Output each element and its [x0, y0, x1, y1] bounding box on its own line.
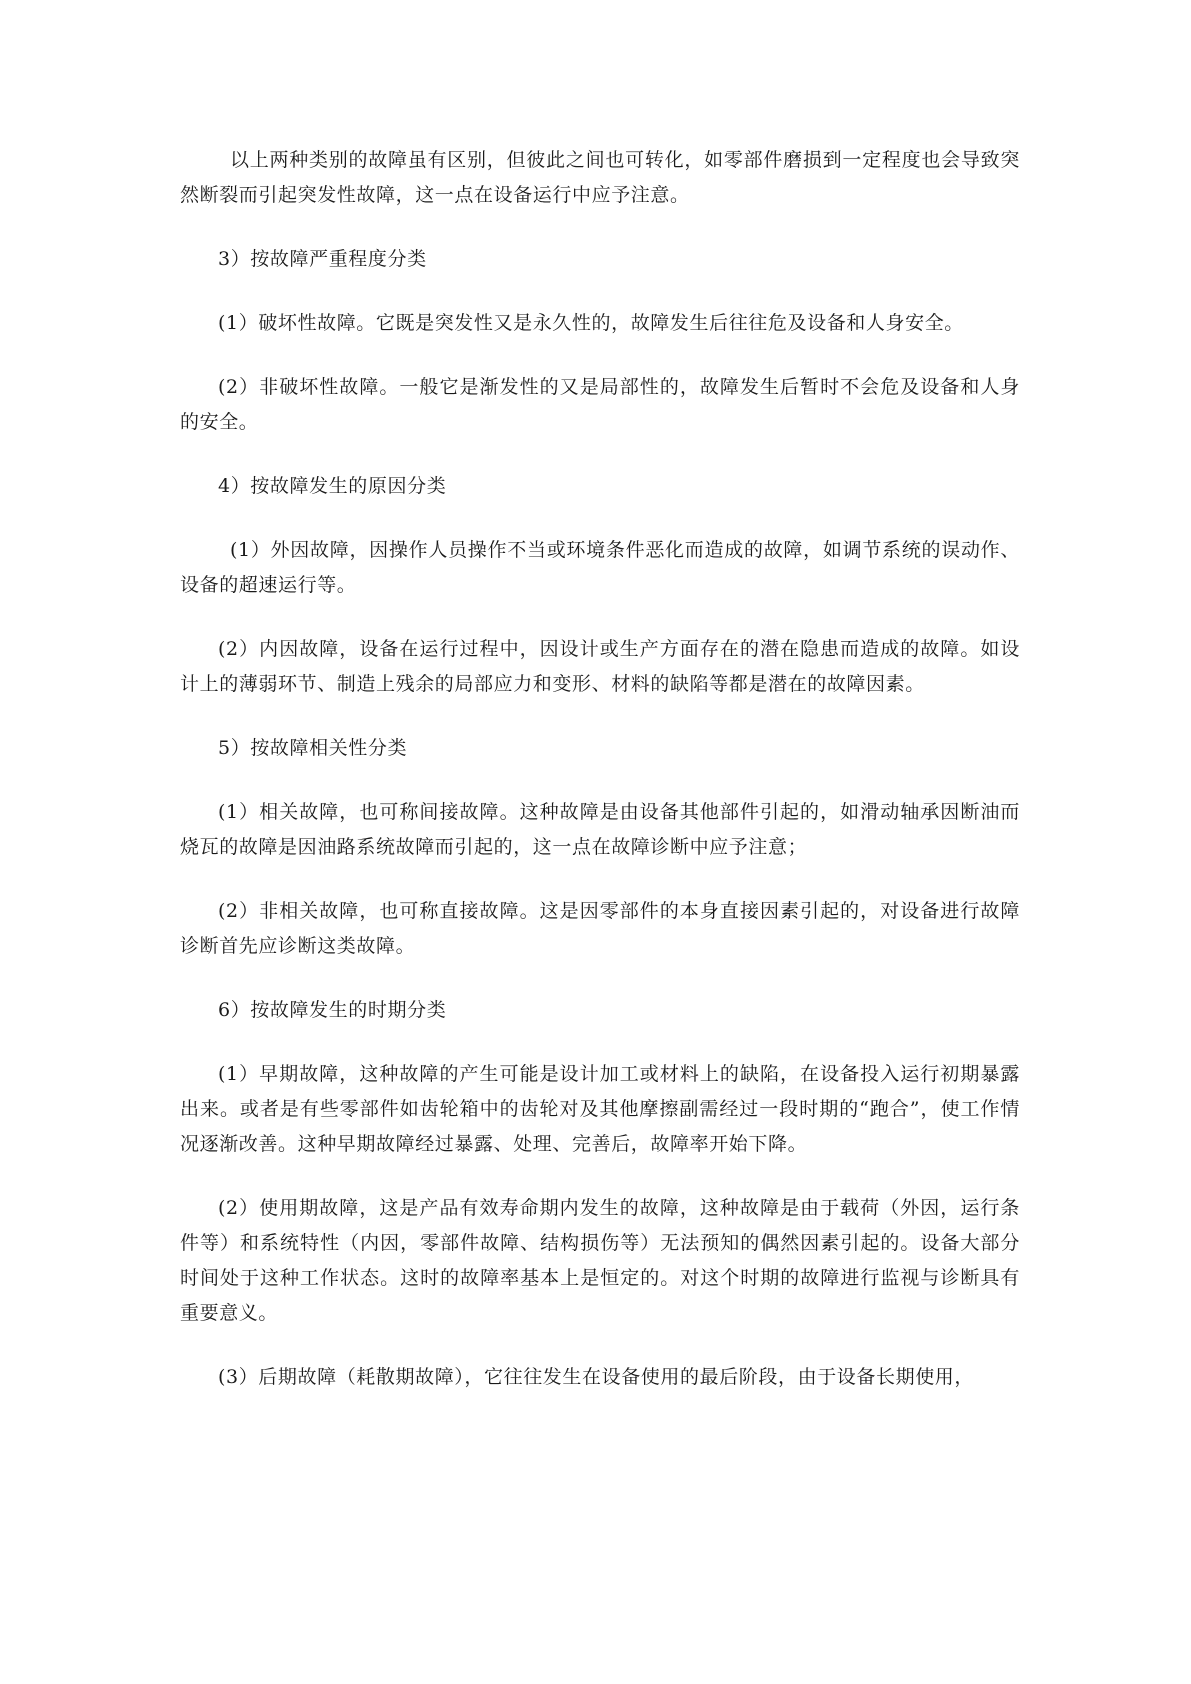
paragraph-fault-conversion: 以上两种类别的故障虽有区别，但彼此之间也可转化，如零部件磨损到一定程度也会导致突然断裂而引起突发性故障，这一点在设备运行中应予注意。	[180, 149, 1020, 206]
paragraph-unrelated-fault: (2）非相关故障，也可称直接故障。这是因零部件的本身直接因素引起的，对设备进行故障诊断首先应诊断这类故障。	[180, 900, 1020, 957]
heading-period-classification: 6）按故障发生的时期分类	[218, 999, 447, 1021]
document-body	[180, 143, 1020, 1395]
paragraph-usage-period-fault: (2）使用期故障，这是产品有效寿命期内发生的故障，这种故障是由于载荷（外因，运行条件等）和系统特性（内因，零部件故障、结构损伤等）无法预知的偶然因素引起的。设备大部分时间处于这种工作状态。这时的故障率基本上是恒定的。对这个时期的故障进行监视与诊断具有重要意义。	[180, 1197, 1020, 1324]
paragraph-external-fault: (1）外因故障，因操作人员操作不当或环境条件恶化而造成的故障，如调节系统的误动作、设备的超速运行等。	[180, 539, 1020, 596]
paragraph-early-fault: (1）早期故障，这种故障的产生可能是设计加工或材料上的缺陷，在设备投入运行初期暴露出来。或者是有些零部件如齿轮箱中的齿轮对及其他摩擦副需经过一段时期的“跑合”，使工作情况逐渐改善。这种早期故障经过暴露、处理、完善后，故障率开始下降。	[180, 1063, 1020, 1155]
paragraph-internal-fault: (2）内因故障，设备在运行过程中，因设计或生产方面存在的潜在隐患而造成的故障。如设计上的薄弱环节、制造上残余的局部应力和变形、材料的缺陷等都是潜在的故障因素。	[180, 638, 1020, 695]
paragraph-destructive-fault: (1）破坏性故障。它既是突发性又是永久性的，故障发生后往往危及设备和人身安全。	[218, 312, 964, 334]
heading-cause-classification: 4）按故障发生的原因分类	[218, 475, 447, 497]
heading-correlation-classification: 5）按故障相关性分类	[218, 737, 408, 759]
paragraph-related-fault: (1）相关故障，也可称间接故障。这种故障是由设备其他部件引起的，如滑动轴承因断油而烧瓦的故障是因油路系统故障而引起的，这一点在故障诊断中应予注意；	[180, 801, 1020, 858]
paragraph-late-fault: (3）后期故障（耗散期故障），它往往发生在设备使用的最后阶段，由于设备长期使用，	[218, 1366, 975, 1388]
paragraph-non-destructive-fault: (2）非破坏性故障。一般它是渐发性的又是局部性的，故障发生后暂时不会危及设备和人身的安全。	[180, 376, 1020, 433]
heading-severity-classification: 3）按故障严重程度分类	[218, 248, 427, 270]
